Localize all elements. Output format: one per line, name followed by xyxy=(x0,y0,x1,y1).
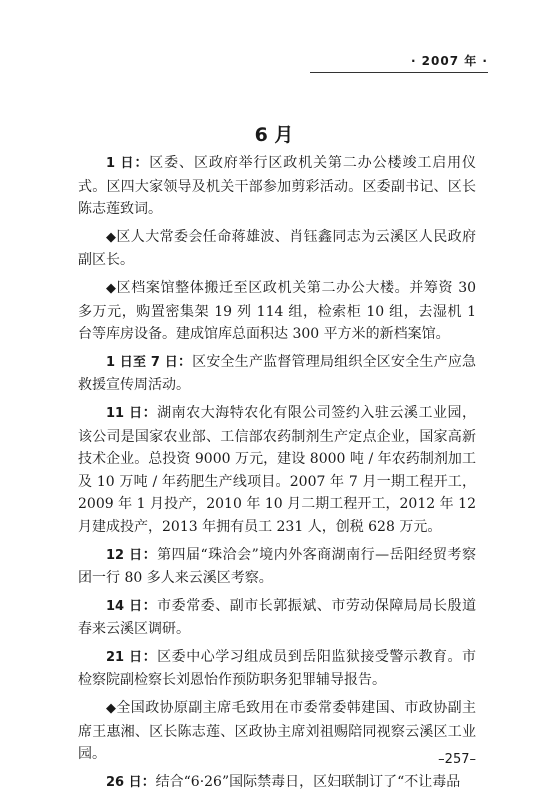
entry-text: 全国政协原副主席毛致用在市委常委韩建国、市政协副主席王惠湘、区长陈志莲、区政协主席刘祖赐陪同视察云溪区工业园。 xyxy=(78,700,477,763)
entry-date-separator: ： xyxy=(142,597,158,614)
month-heading: 6 月 xyxy=(254,124,294,146)
entry-date-separator: ： xyxy=(177,353,193,370)
entry-date-separator: ： xyxy=(141,773,156,790)
running-header-year: · 2007 年 · xyxy=(410,54,488,68)
header-rule xyxy=(310,72,488,73)
entry-june-1-appointment xyxy=(78,226,476,272)
entry-text: 区人大常委会任命蒋雄波、肖钰鑫同志为云溪区人民政府副区长。 xyxy=(78,228,477,269)
entry-text: 区委、区政府举行区政机关第二办公楼竣工启用仪式。区四大家领导及机关干部参加剪彩活动。区委副书记、区长陈志莲致词。 xyxy=(78,155,477,218)
entry-text: 区档案馆整体搬迁至区政机关第二办公大楼。并筹资 30 多万元，购置密集架 19 列 114 组，检索柜 10 组，去湿机 1 台等库房设备。建成馆库总面积达 300 平方米的新档案馆。 xyxy=(78,279,477,343)
entry-date-separator: ： xyxy=(142,648,158,665)
entry-june-26 xyxy=(78,771,476,795)
diamond-bullet-icon: ◆ xyxy=(106,701,117,717)
entry-date-separator: ： xyxy=(134,155,150,171)
entry-date: 11 日 xyxy=(106,405,143,421)
entry-text: 区委中心学习组成员到岳阳监狱接受警示教育。市检察院副检察长刘恩怡作预防职务犯罪辅导报告。 xyxy=(78,648,476,689)
entry-june-11 xyxy=(78,402,476,539)
entry-june-1-7 xyxy=(78,351,476,397)
entry-june-21-inspection xyxy=(78,697,476,766)
entry-text: 第四届“珠洽会”境内外客商湖南行—岳阳经贸考察团一行 80 多人来云溪区考察。 xyxy=(78,546,476,587)
entry-june-1 xyxy=(78,152,476,221)
entry-text: 区安全生产监督管理局组织全区安全生产应急救援宣传周活动。 xyxy=(78,353,477,394)
entry-date: 14 日 xyxy=(106,598,143,614)
entry-date-separator: ： xyxy=(142,546,158,563)
entry-june-14 xyxy=(78,595,476,641)
chronicle-entries xyxy=(78,152,476,799)
entry-date: 21 日 xyxy=(106,649,143,665)
entry-date: 1 日至 7 日 xyxy=(106,354,178,370)
entry-date: 1 日 xyxy=(106,156,135,171)
entry-text: 湖南农大海特农化有限公司签约入驻云溪工业园，该公司是国家农业部、工信部农药制剂生产定点企业，国家高新技术企业。总投资 9000 万元，建设 8000 吨 / 年农药制剂加工及 10 万吨 / 年药肥生产线项目。2007 年 7 月一期工程开工，2009 年 1 月投产，2010 年 10 月二期工程开工，2012 年 12 月建成投产，2013 年拥有员工 231 人，创税 628 万元。 xyxy=(78,404,476,535)
entry-date-separator: ： xyxy=(142,404,158,421)
entry-text: 结合“6·26”国际禁毒日，区妇联制订了“不让毒品 xyxy=(155,773,461,790)
entry-june-21 xyxy=(78,646,476,692)
entry-date: 26 日 xyxy=(106,774,142,790)
entry-text: 市委常委、副市长郭振斌、市劳动保障局局长殷道春来云溪区调研。 xyxy=(78,597,476,638)
entry-date: 12 日 xyxy=(106,547,143,563)
diamond-bullet-icon: ◆ xyxy=(106,280,117,296)
entry-june-12 xyxy=(78,544,476,590)
diamond-bullet-icon: ◆ xyxy=(106,229,117,245)
entry-june-1-archives xyxy=(78,277,476,346)
page-number: –257– xyxy=(438,752,476,767)
